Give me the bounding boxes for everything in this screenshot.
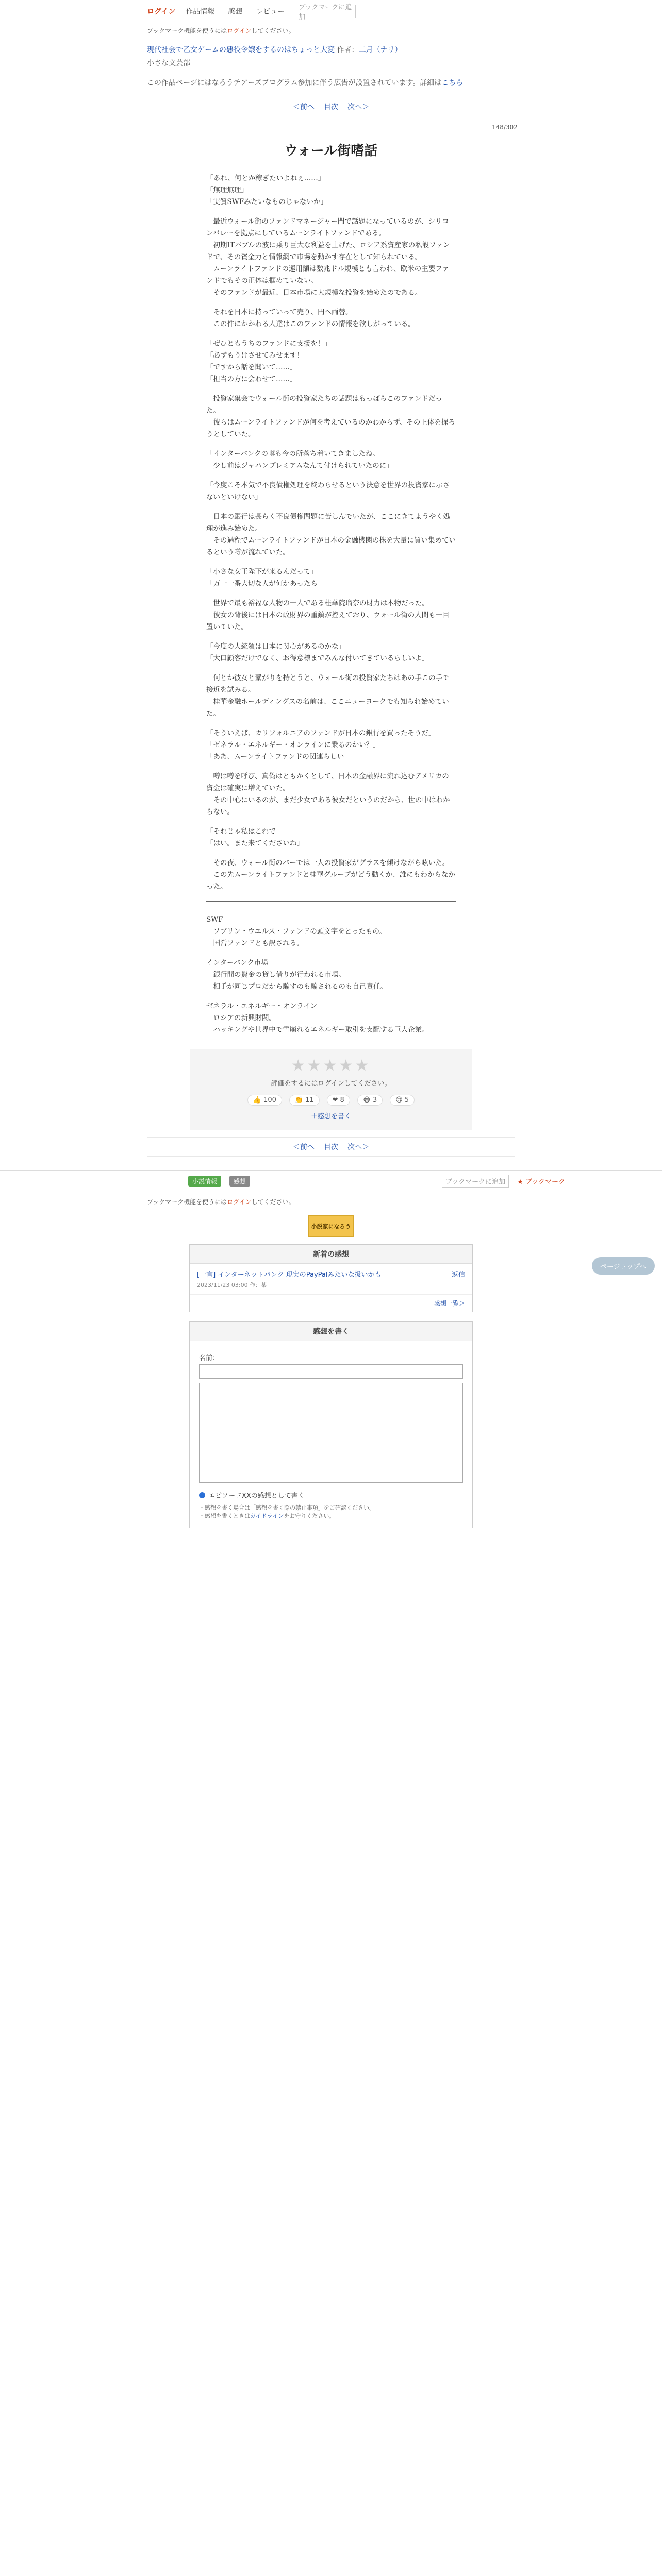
bookmark-add-button-bottom[interactable]: ブックマークに追加 [442,1175,509,1188]
login-notice-link[interactable]: ログイン [227,27,252,35]
series-subtitle: 小さな文芸部 [147,59,190,67]
write-impression-box [189,1321,473,1528]
body-paragraph: 何とか彼女と繋がりを持とうと、ウォール街の投資家たちはあの手この手で接近を試みる。 桂華金融ホールディングスの名前は、ここニューヨークでも知られ始めていた。 [206,674,450,718]
body-paragraph: 「そういえば、カリフォルニアのファンドが日本の銀行を買ったそうだ」 「ゼネラル・エネルギー・オンラインに乗るのかい？」 「ああ、ムーンライトファンドの関連らしい」 [206,729,436,761]
author-label: 作者： [337,46,359,54]
reaction-button[interactable] [289,1095,320,1106]
prev-link[interactable]: ＜前へ [293,103,315,111]
afterword-paragraph: SWF ソブリン・ウエルス・ファンドの頭文字をとったもの。 国営ファンドとも訳される。 [206,916,386,947]
pager-bottom [147,1137,515,1157]
heart-icon: ❤ [332,1096,338,1104]
body-paragraph: 「ぜひともうちのファンドに支援を！」 「必ずもうけさせてみせます！」 「ですから話を聞いて……」 「担当の方に会わせて……」 [206,340,332,383]
page-number: 148/302 [492,124,518,131]
afterword-paragraph: インターバンク市場 銀行間の資金の貸し借りが行われる市場。 相手が同じプロだから騙すのも騙されるのも自己責任。 [206,959,387,991]
reaction-count: 5 [404,1096,409,1104]
login-notice-prefix: ブックマーク機能を使うには [147,27,227,35]
body-paragraph: それを日本に持っていって売り、円へ両替。 この件にかかわる人達はこのファンドの情報を欲しがっている。 [213,308,415,328]
reaction-button[interactable] [327,1095,350,1106]
impression-item[interactable] [190,1264,472,1295]
login-notice-bottom-prefix: ブックマーク機能を使うには [147,1198,227,1206]
name-label: 名前： [199,1354,220,1362]
author-link[interactable]: 二月（ナリ） [358,46,402,54]
login-notice [147,26,662,35]
next-link[interactable]: 次へ＞ [347,103,369,111]
impression-textarea[interactable] [199,1383,463,1483]
guideline-link[interactable]: ガイドライン [250,1513,284,1519]
impression-meta [197,1281,381,1289]
reaction-count: 11 [305,1096,314,1104]
page-top-button[interactable]: ページトップへ [592,1257,655,1275]
login-link[interactable]: ログイン [147,8,176,16]
next-link[interactable]: 次へ＞ [347,1143,369,1151]
pager-top [147,97,515,116]
write-note-2-text: ・感想を書くときは [199,1513,250,1519]
body-paragraph: 投資家集会でウォール街の投資家たちの話題はもっぱらこのファンドだった。 彼らはムーンライトファンドが何を考えているのかわからず、その正体を探ろうとしていた。 [206,395,455,438]
afterword [206,914,456,1036]
impressions-button[interactable]: 感想 [229,1176,250,1187]
impression-date: 2023/11/23 03:00 [197,1282,248,1289]
impressions-more-link[interactable]: 感想一覧＞ [434,1300,465,1307]
series-info [147,44,662,55]
novel-info-button[interactable]: 小説情報 [188,1176,221,1187]
body-paragraph: 「小さな女王陛下が来るんだって」 「万一一番大切な人が何かあったら」 [206,568,325,588]
episode-check-icon[interactable] [199,1492,205,1498]
write-review-link[interactable]: ＋感想を書く [310,1113,351,1121]
reaction-count: 3 [373,1096,377,1104]
body-paragraph: 世界で最も裕福な人物の一人である桂華院瑠奈の財力は本物だった。 彼女の背後には日本の政財界の重鎮が控えており、ウォール街の人間も一目置いていた。 [206,599,450,631]
impression-author: 作：某 [250,1282,267,1289]
login-notice-bottom-suffix: してください。 [251,1198,295,1206]
body-paragraph: 日本の銀行は長らく不良債権問題に苦しんでいたが、ここにきてようやく処理が進み始めた。 その過程でムーンライトファンドが日本の金融機関の株を大量に買い集めているという噂が流れていた。 [206,513,456,556]
afterword-divider [206,901,456,902]
body-paragraph: 「インターバンクの噂も今の所落ち着いてきましたね。 少し前はジャパンプレミアムなんて付けられていたのに」 [206,450,393,470]
tab-novel[interactable]: 感想 [228,8,243,16]
rating-prompt: 評価をするにはログインしてください。 [271,1080,391,1088]
reply-link[interactable]: 返信 [451,1271,465,1279]
bottom-bar [0,1170,662,1191]
rating-box [190,1049,472,1130]
star-rating[interactable]: ★★★★★ [291,1057,371,1075]
bookmark-add-button[interactable]: ブックマークに追加 [295,5,356,18]
reaction-button[interactable] [390,1095,415,1106]
top-nav [0,0,662,23]
ad-notice-text: この作品ページにはなろうチアーズプログラム参加に伴う広告が設置されています。詳細は [147,79,442,87]
series-title-link[interactable]: 現代社会で乙女ゲームの悪役令嬢をするのはちょっと大変 [147,46,335,54]
impression-title[interactable]: [一言] インターネットバンク 現実のPayPalみたいな扱いかも [197,1271,382,1279]
name-input[interactable] [199,1364,463,1379]
chapter-title: ウォール街嗜話 [284,143,378,159]
write-impression-header: 感想を書く [190,1322,472,1341]
reaction-button[interactable] [357,1095,383,1106]
body-paragraph: 噂は噂を呼び、真偽はともかくとして、日本の金融界に流れ込むアメリカの資金は確実に増えていた。 その中心にいるのが、まだ少女である彼女だというのだから、世の中はわからない。 [206,772,450,816]
body-paragraph: 「あれ、何とか稼ぎたいよねぇ……」 「無理無理」 「実質SWFみたいなものじゃないか」 [206,174,327,206]
reaction-count: 100 [263,1096,276,1104]
ad-notice-link[interactable]: こちら [441,79,464,87]
write-impression-form [190,1341,472,1528]
clap-icon: 👏 [294,1096,304,1104]
body-paragraph: 最近ウォール街のファンドマネージャー間で話題になっているのが、シリコンバレーを拠点にしているムーンライトファンドである。 初期ITバブルの波に乗り巨大な利益を上げた、ロシア系資産家の私設ファンドで、その資金力と情報網で市場を動かす存在として知られている。 ムーンライトファンドの運用額は数兆ドル規模とも言われ、欧米の主要ファンドでもその正体は掴めていない。 そのファンドが最近、日本市場に大規模な投資を始めたのである。 [206,217,450,297]
impressions-header: 新着の感想 [190,1245,472,1264]
body-paragraph: 「今度の大統領は日本に関心があるのかな」 「大口顧客だけでなく、お得意様までみんな付いてきているらしいよ」 [206,642,429,663]
prev-link[interactable]: ＜前へ [293,1143,315,1151]
login-notice-bottom-link[interactable]: ログイン [227,1198,252,1206]
afterword-paragraph: ゼネラル・エネルギー・オンライン ロシアの新興財閥。 ハッキングや世界中で雪崩れるエネルギー取引を支配する巨大企業。 [206,1002,429,1034]
write-notes [199,1504,463,1520]
login-notice-suffix: してください。 [251,27,295,35]
toc-link[interactable]: 目次 [324,103,338,111]
body-paragraph: 「今度こそ本気で不良債権処理を終わらせるという決意を世界の投資家に示さないといけない」 [206,481,450,501]
reactions [190,1095,472,1106]
reaction-count: 8 [340,1096,344,1104]
site-banner[interactable]: 小説家になろう [308,1215,354,1237]
body-paragraph: その夜、ウォール街のバーでは一人の投資家がグラスを傾けながら呟いた。 この先ムーンライトファンドと桂華グループがどう動くか、誰にもわからなかった。 [206,859,455,891]
reaction-button[interactable] [247,1095,282,1106]
laugh-icon: 😂 [362,1096,371,1104]
impressions-box [189,1244,473,1312]
tab-works[interactable]: 作品情報 [186,8,215,16]
login-notice-bottom [147,1197,662,1206]
chapter-body [206,173,456,893]
cry-icon: 😢 [395,1096,403,1104]
bookmark-link[interactable]: ★ ブックマーク [517,1178,566,1186]
body-paragraph: 「それじゃ私はこれで」 「はい。また来てくださいね」 [206,827,304,848]
episode-check-label: エピソードXXの感想として書く [208,1492,305,1500]
write-note-2 [199,1512,463,1520]
toc-link[interactable]: 目次 [324,1143,338,1151]
ad-notice [147,77,662,88]
impression-item-body [197,1269,381,1289]
episode-check-row[interactable] [199,1490,463,1500]
thumbs-up-icon: 👍 [253,1096,262,1104]
write-note-1: ・感想を書く場合は「感想を書く際の禁止事項」をご確認ください。 [199,1504,375,1511]
tab-review[interactable]: レビュー [256,8,285,16]
write-note-2-suffix: をお守りください。 [284,1513,335,1519]
